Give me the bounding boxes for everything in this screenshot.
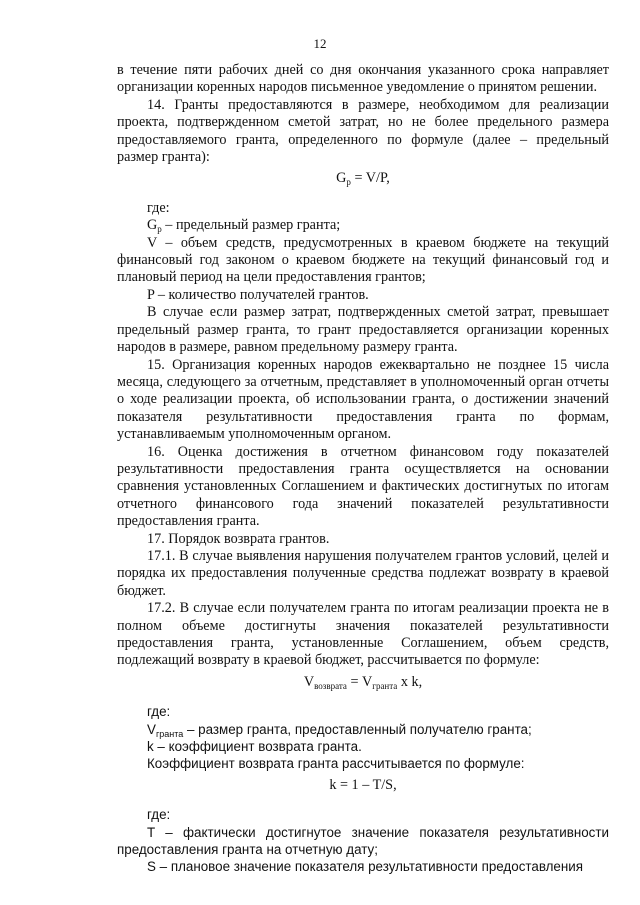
paragraph-17-2: 17.2. В случае если получателем гранта по итогам реализации проекта не в полном объеме достигнуты значения показателей результативности предоставления гранта, установленные Соглашением, объем средств, подлежащий возврату в краевой бюджет, рассчитывается по формуле: — [117, 600, 609, 669]
definition-k: k – коэффициент возврата гранта. — [147, 739, 362, 755]
formula-coefficient: k = 1 – T/S, — [329, 776, 397, 793]
definition-v-grant: $V_{гранта}$ – размер гранта, предоставленный получателю гранта; — [147, 721, 532, 739]
paragraph-14: 14. Гранты предоставляются в размере, необходимом для реализации проекта, подтвержденном сметой затрат, но не более предельного размера предоставляемого гранта, определенного по формуле (далее – предельный размер гранта): — [117, 96, 609, 166]
formula-return-volume: $V_{возврата} = V_{гранта}$ x k, — [303, 673, 423, 691]
paragraph-excess-case: В случае если размер затрат, подтвержденных сметой затрат, превышает предельный размер гранта, то грант предоставляется организации коренных народов в размере, равном предельному размеру гранта. — [117, 304, 609, 356]
definition-p: P – количество получателей грантов. — [147, 286, 369, 303]
where-label: где: — [147, 704, 171, 720]
paragraph-17: 17. Порядок возврата грантов. — [147, 530, 330, 547]
formula-max-grant: $G_p = V/P$, — [336, 170, 390, 188]
paragraph-15: 15. Организация коренных народов ежеквартально не позднее 15 числа месяца, следующего за отчетным, представляет в уполномоченный орган отчеты о ходе реализации проекта, об использовании гранта, о достижении значений показателя результативности предоставления гранта по формам, устанавливаемым уполномоченным органом. — [117, 356, 609, 443]
paragraph-17-1: 17.1. В случае выявления нарушения получателем грантов условий, целей и порядка их предоставления полученные средства подлежат возврату в краевой бюджет. — [117, 547, 609, 599]
page-number: 12 — [313, 36, 327, 51]
definition-gp: $G_p$ – предельный размер гранта; — [147, 217, 341, 235]
where-label: где: — [147, 199, 170, 216]
paragraph-16: 16. Оценка достижения в отчетном финансовом году показателей результативности предоставления гранта осуществляется на основании сравнения установленных Соглашением и фактических достигнутых по итогам отчетного финансового года значений показателей результативности предоставления гранта. — [117, 443, 609, 530]
paragraph-continuation: в течение пяти рабочих дней со дня окончания указанного срока направляет организации коренных народов письменное уведомление о принятом решении. — [117, 62, 609, 96]
document-body — [117, 62, 609, 876]
definition-v: V – объем средств, предусмотренных в краевом бюджете на текущий финансовый год законом о краевом бюджете на текущий финансовый год и плановый период на цели предоставления грантов; — [117, 234, 609, 286]
paragraph-coefficient: Коэффициент возврата гранта рассчитывается по формуле: — [147, 756, 525, 772]
where-label: где: — [147, 807, 171, 823]
definition-t: T – фактически достигнутое значение показателя результативности предоставления гранта на отчетную дату; — [117, 824, 609, 858]
definition-s: S – плановое значение показателя результативности предоставления — [147, 859, 584, 875]
